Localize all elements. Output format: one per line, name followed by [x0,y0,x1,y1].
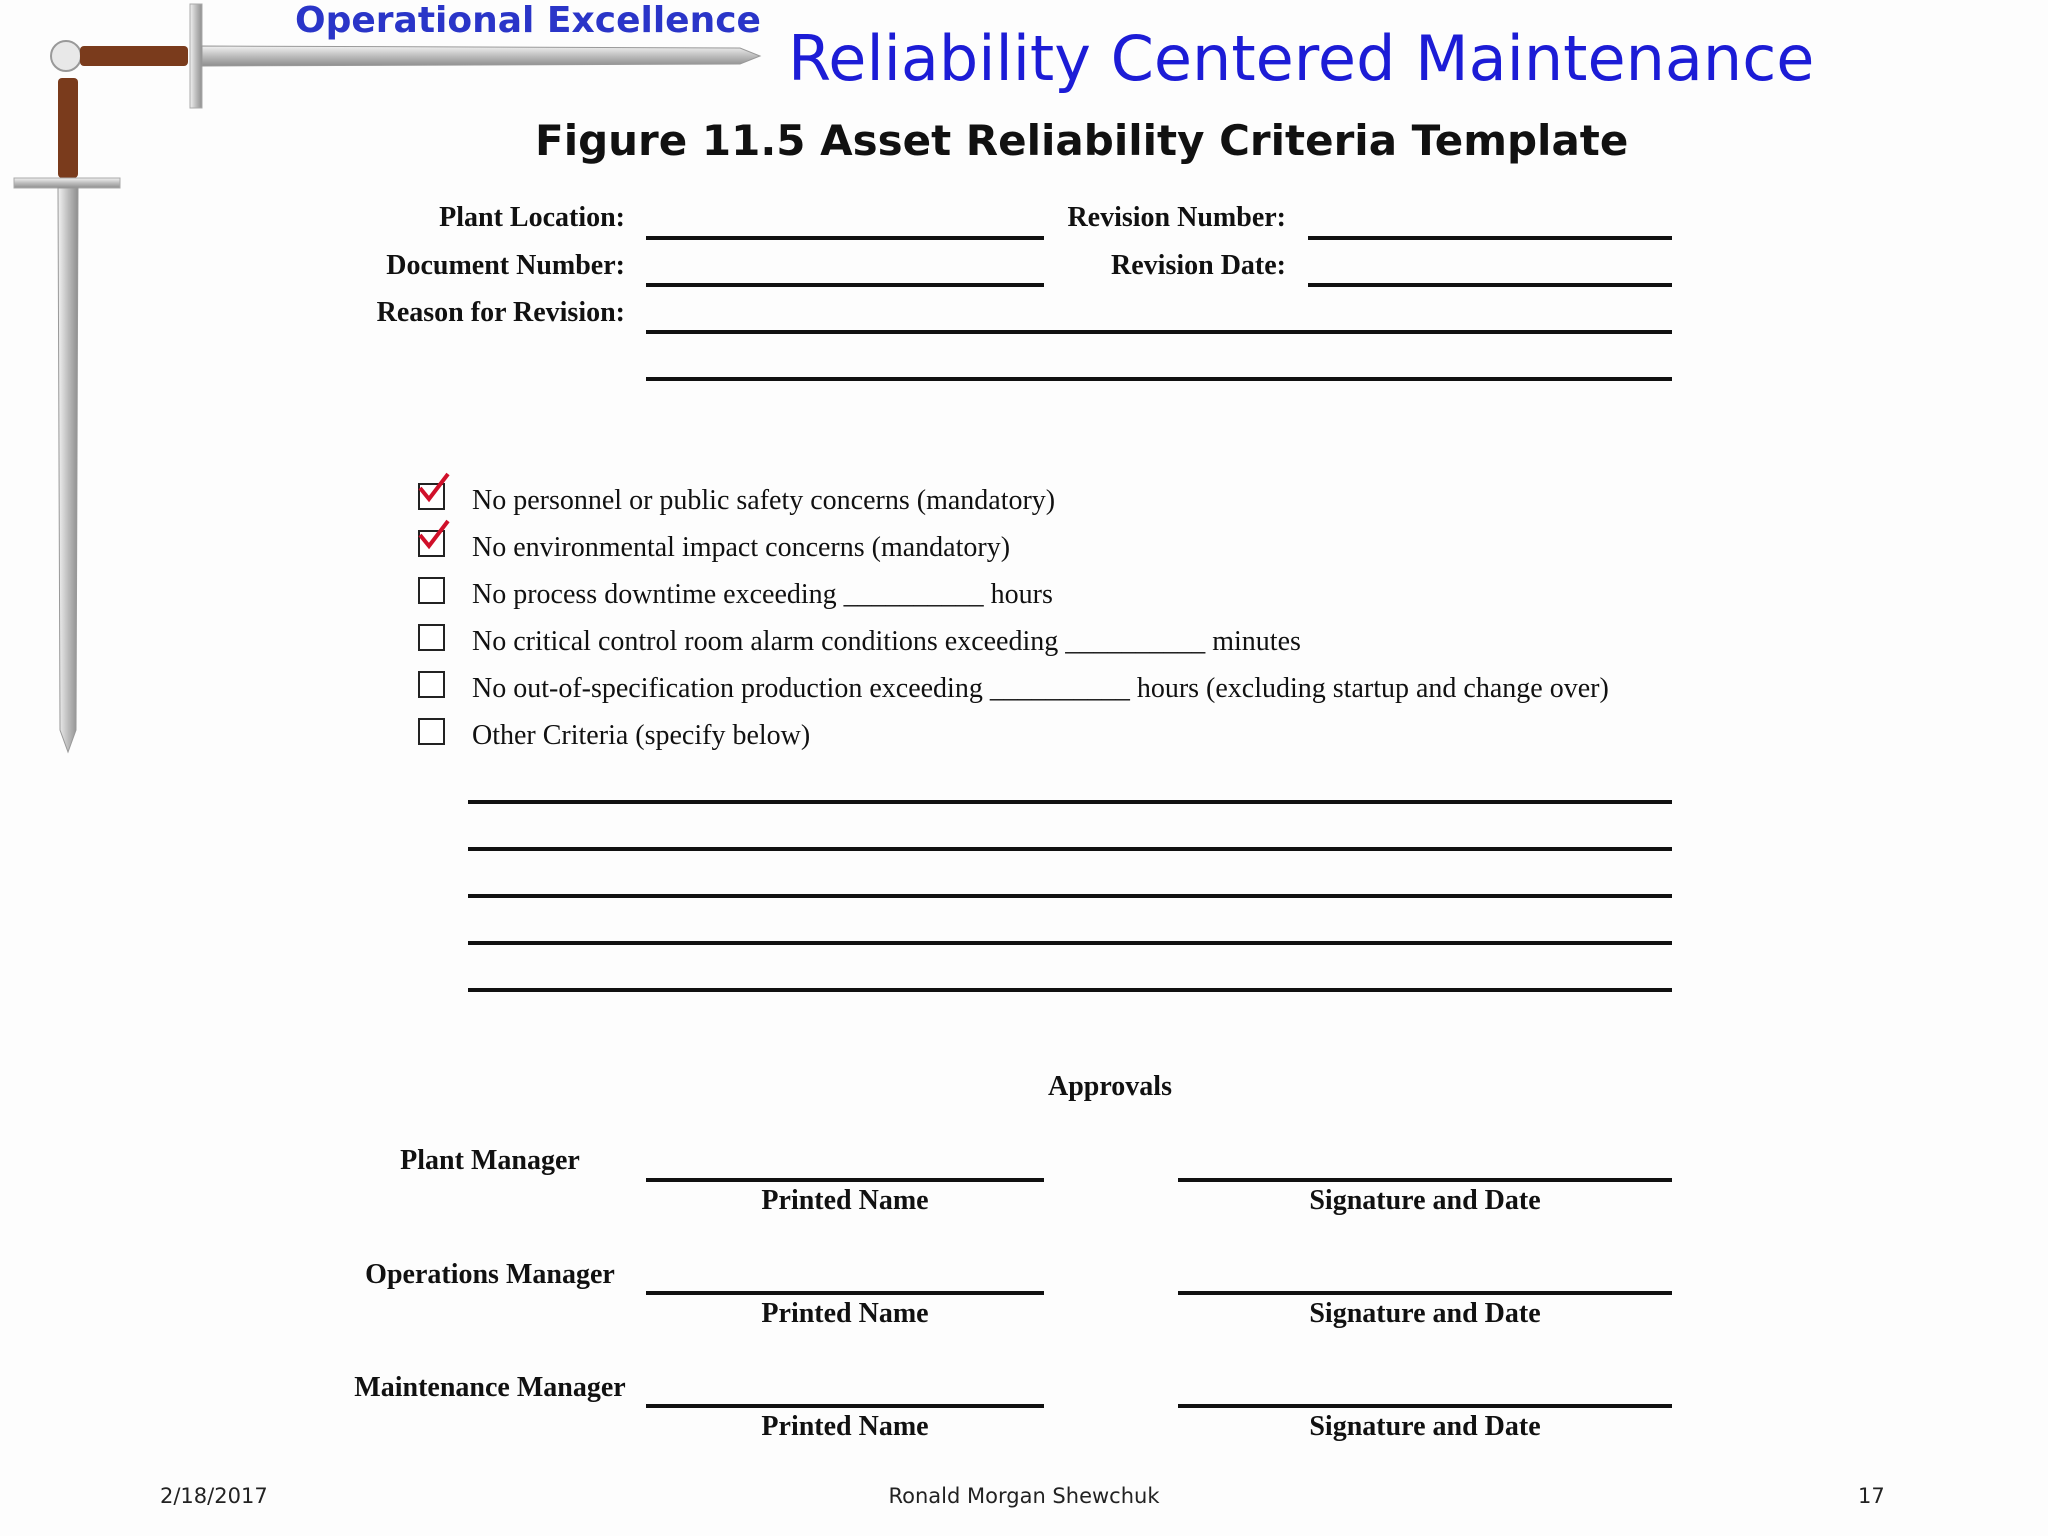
footer-page-number: 17 [1858,1484,1885,1508]
approvals-title: Approvals [1048,1071,1172,1102]
criteria-label-5: No out-of-specification production exceeding __________ hours (excluding startup and change over) [472,673,1609,704]
criteria-label-2: No environmental impact concerns (mandatory) [472,532,1011,563]
checkmark-icon [416,517,452,553]
other-criteria-line-2[interactable] [468,847,1672,851]
footer-author: Ronald Morgan Shewchuk [888,1484,1160,1508]
criteria-checkbox-3[interactable] [418,577,445,604]
other-criteria-line-3[interactable] [468,894,1672,898]
figure-title: Figure 11.5 Asset Reliability Criteria Template [535,116,1629,165]
role-plant-manager: Plant Manager [400,1145,580,1176]
plant-location-field[interactable] [646,236,1044,240]
operations-manager-name-field[interactable] [646,1291,1044,1295]
signature-caption: Signature and Date [1309,1298,1541,1329]
other-criteria-line-5[interactable] [468,988,1672,992]
revision-number-label: Revision Number: [1067,202,1286,233]
plant-location-label: Plant Location: [439,202,625,233]
checkmark-icon [416,470,452,506]
footer-date: 2/18/2017 [160,1484,268,1508]
criteria-checkbox-5[interactable] [418,671,445,698]
document-number-label: Document Number: [386,250,625,281]
signature-caption: Signature and Date [1309,1411,1541,1442]
document-number-field[interactable] [646,283,1044,287]
plant-manager-name-field[interactable] [646,1178,1044,1182]
criteria-label-6: Other Criteria (specify below) [472,720,811,751]
criteria-label-4: No critical control room alarm conditions exceeding __________ minutes [472,626,1301,657]
criteria-label-1: No personnel or public safety concerns (mandatory) [472,485,1056,516]
printed-name-caption: Printed Name [761,1298,929,1329]
maintenance-manager-name-field[interactable] [646,1404,1044,1408]
signature-caption: Signature and Date [1309,1185,1541,1216]
revision-date-field[interactable] [1308,283,1672,287]
maintenance-manager-signature-field[interactable] [1178,1404,1672,1408]
reason-for-revision-field-2[interactable] [646,377,1672,381]
criteria-checkbox-4[interactable] [418,624,445,651]
criteria-label-3: No process downtime exceeding __________ hours [472,579,1053,610]
printed-name-caption: Printed Name [761,1411,929,1442]
role-maintenance-manager: Maintenance Manager [354,1372,626,1403]
plant-manager-signature-field[interactable] [1178,1178,1672,1182]
revision-date-label: Revision Date: [1111,250,1286,281]
role-operations-manager: Operations Manager [365,1259,615,1290]
criteria-checkbox-6[interactable] [418,718,445,745]
reason-for-revision-field-1[interactable] [646,330,1672,334]
printed-name-caption: Printed Name [761,1185,929,1216]
slide-title: Reliability Centered Maintenance [788,22,1815,95]
revision-number-field[interactable] [1308,236,1672,240]
other-criteria-line-1[interactable] [468,800,1672,804]
other-criteria-line-4[interactable] [468,941,1672,945]
reason-for-revision-label: Reason for Revision: [376,297,625,328]
operations-manager-signature-field[interactable] [1178,1291,1672,1295]
series-title: Operational Excellence [295,0,761,41]
